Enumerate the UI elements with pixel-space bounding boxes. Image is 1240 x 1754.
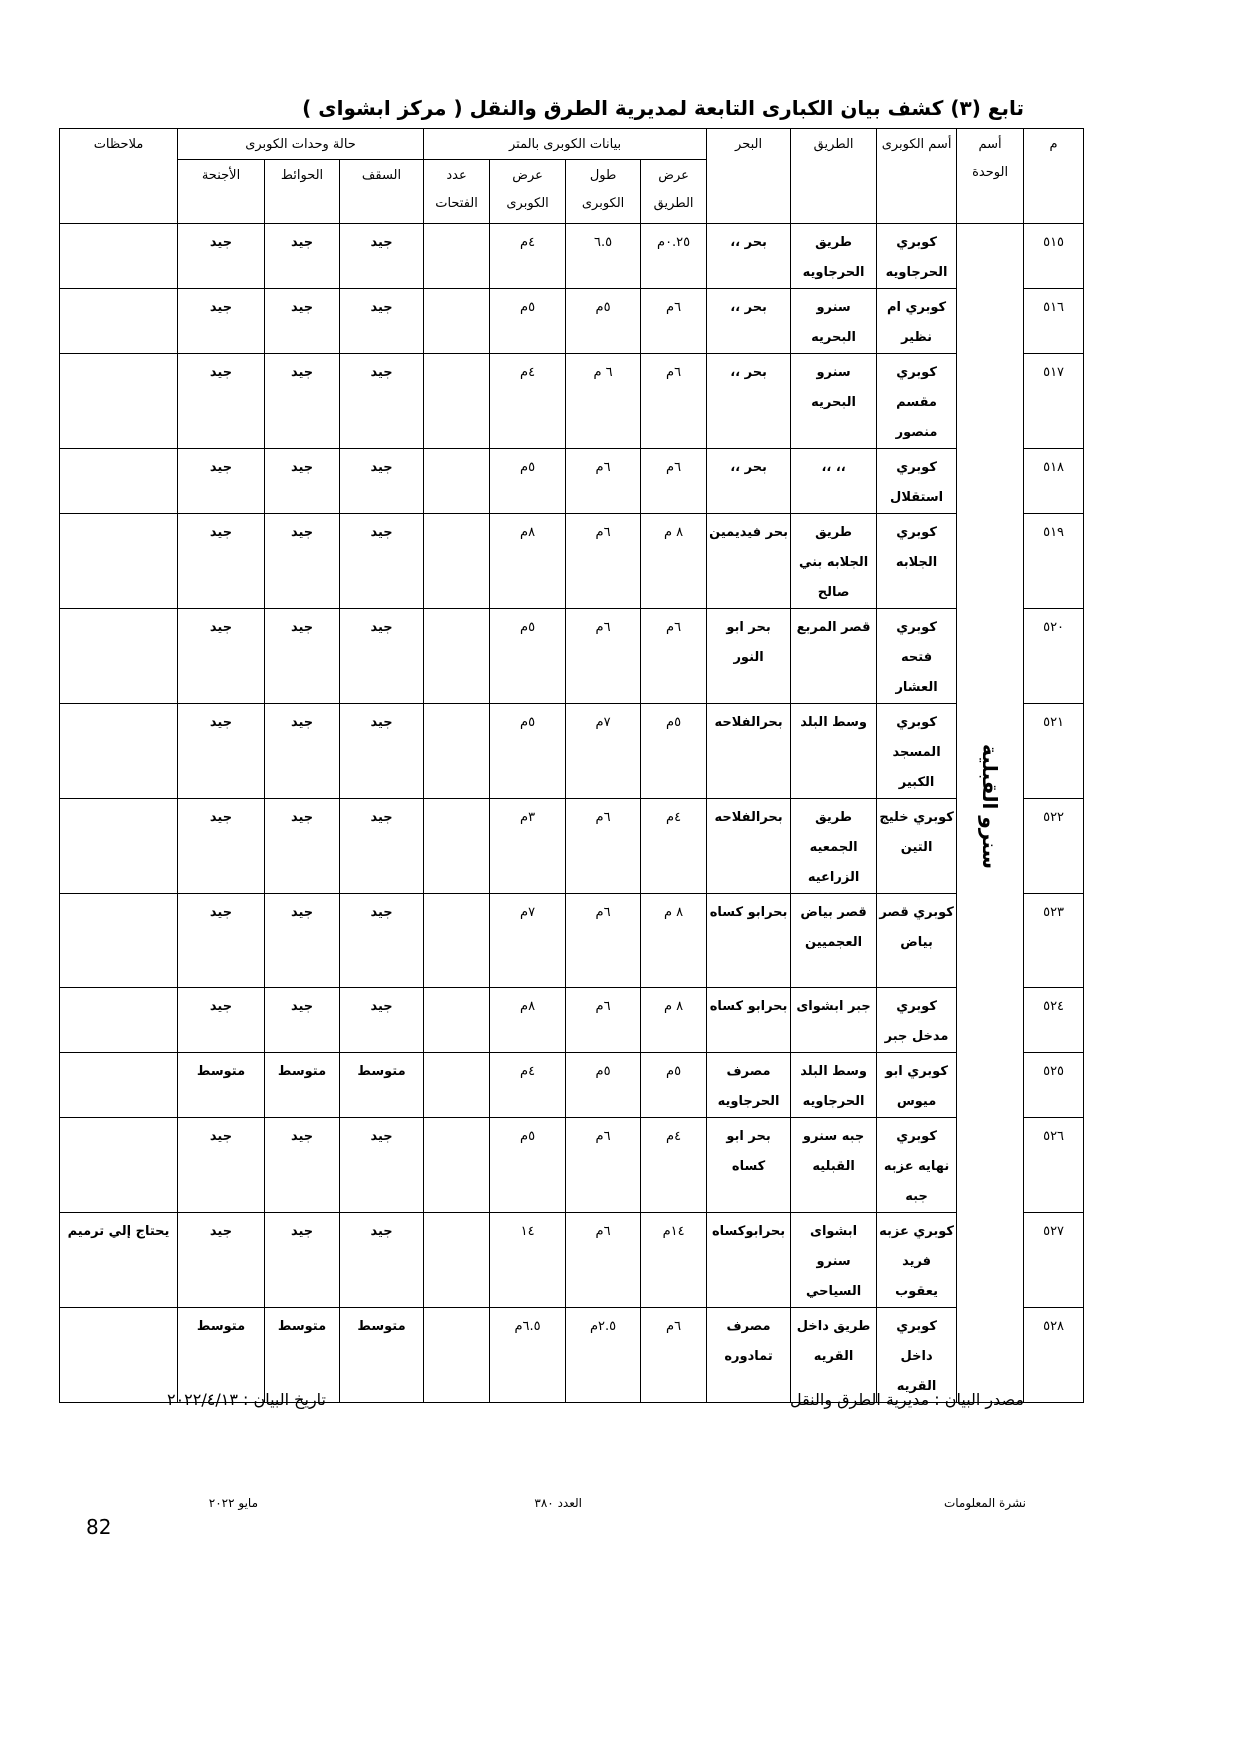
row-openings <box>424 289 490 354</box>
row-walls: متوسط <box>265 1308 340 1403</box>
table-row <box>60 704 1084 799</box>
row-bridge-width: ٥م <box>490 609 566 704</box>
row-sea: بحر ،، <box>707 354 791 449</box>
table-row <box>60 1053 1084 1118</box>
row-roof: جيد <box>340 354 424 449</box>
row-road-width: ٦م <box>641 449 707 514</box>
table-row <box>60 449 1084 514</box>
row-bridge-width: ٥م <box>490 704 566 799</box>
unit-name-cell <box>957 224 1024 1403</box>
row-road: طريق الجمعيه الزراعيه <box>791 799 877 894</box>
row-road-width: ٦م <box>641 609 707 704</box>
row-road: سنرو البحريه <box>791 354 877 449</box>
header-notes: ملاحظات <box>60 129 178 224</box>
row-road-width: ٥م <box>641 704 707 799</box>
row-openings <box>424 354 490 449</box>
row-openings <box>424 799 490 894</box>
footer-issue: العدد ٣٨٠ <box>534 1496 582 1510</box>
table-row <box>60 289 1084 354</box>
row-road: جبه سنرو القبليه <box>791 1118 877 1213</box>
row-sea: بحرابو كساه <box>707 894 791 988</box>
row-notes <box>60 354 178 449</box>
row-bridge-width: ٨م <box>490 514 566 609</box>
row-walls: متوسط <box>265 1053 340 1118</box>
row-bridge-name: كوبري الجلابه <box>877 514 957 609</box>
row-notes <box>60 704 178 799</box>
unit-name: سنرو القبلية <box>978 744 1003 870</box>
header-bridge-width: عرض الكوبرى <box>490 160 566 224</box>
row-bridge-name: كوبري الحرجاويه <box>877 224 957 289</box>
row-m: ٥٢٦ <box>1024 1118 1084 1213</box>
row-m: ٥٢٣ <box>1024 894 1084 988</box>
row-wings: جيد <box>178 704 265 799</box>
row-bridge-length: ٦م <box>566 894 641 988</box>
row-sea: مصرف تمادوره <box>707 1308 791 1403</box>
row-openings <box>424 514 490 609</box>
row-walls: جيد <box>265 704 340 799</box>
row-road: قصر المربع <box>791 609 877 704</box>
row-road: سنرو البحريه <box>791 289 877 354</box>
row-bridge-width: ٧م <box>490 894 566 988</box>
row-walls: جيد <box>265 354 340 449</box>
row-walls: جيد <box>265 449 340 514</box>
row-bridge-length: ٦م <box>566 514 641 609</box>
row-sea: بحرابو كساه <box>707 988 791 1053</box>
row-bridge-name: كوبري خليج التين <box>877 799 957 894</box>
row-sea: بحر فيديمين <box>707 514 791 609</box>
header-unit: أسم الوحدة <box>957 129 1024 224</box>
row-road: جبر ابشواى <box>791 988 877 1053</box>
row-bridge-name: كوبري فتحه العشار <box>877 609 957 704</box>
row-openings <box>424 988 490 1053</box>
row-openings <box>424 449 490 514</box>
row-road-width: ٦م <box>641 1308 707 1403</box>
document-title: تابع (٣) كشف بيان الكبارى التابعة لمديرية الطرق والنقل ( مركز ابشواى ) <box>302 96 1024 120</box>
row-walls: جيد <box>265 224 340 289</box>
row-bridge-name: كوبري ابو ميوس <box>877 1053 957 1118</box>
row-notes: يحتاج إلي ترميم <box>60 1213 178 1308</box>
table-row <box>60 609 1084 704</box>
row-bridge-length: ٦م <box>566 988 641 1053</box>
row-bridge-width: ٤م <box>490 1053 566 1118</box>
table-row <box>60 1213 1084 1308</box>
row-bridge-width: ٥م <box>490 1118 566 1213</box>
row-bridge-width: ٤م <box>490 224 566 289</box>
row-bridge-width: ٥م <box>490 289 566 354</box>
row-walls: جيد <box>265 609 340 704</box>
row-road-width: ٨ م <box>641 514 707 609</box>
row-walls: جيد <box>265 1118 340 1213</box>
row-bridge-name: كوبري ام نظير <box>877 289 957 354</box>
table-row <box>60 514 1084 609</box>
row-wings: جيد <box>178 988 265 1053</box>
row-notes <box>60 988 178 1053</box>
row-roof: متوسط <box>340 1053 424 1118</box>
row-roof: جيد <box>340 1118 424 1213</box>
row-road: ابشواى سنرو السياحي <box>791 1213 877 1308</box>
row-roof: جيد <box>340 894 424 988</box>
row-roof: جيد <box>340 514 424 609</box>
header-bridge-length: طول الكوبرى <box>566 160 641 224</box>
row-bridge-width: ٤م <box>490 354 566 449</box>
row-bridge-name: كوبري مقسم منصور <box>877 354 957 449</box>
row-road-width: ٦م <box>641 289 707 354</box>
row-wings: جيد <box>178 1213 265 1308</box>
row-walls: جيد <box>265 894 340 988</box>
table-row <box>60 224 1084 289</box>
row-bridge-length: ٢.٥م <box>566 1308 641 1403</box>
row-bridge-length: ٦ م <box>566 354 641 449</box>
header-road: الطريق <box>791 129 877 224</box>
row-sea: بحرالفلاحه <box>707 704 791 799</box>
row-wings: جيد <box>178 289 265 354</box>
row-wings: جيد <box>178 1118 265 1213</box>
row-openings <box>424 894 490 988</box>
row-notes <box>60 1308 178 1403</box>
row-bridge-width: ١٤ <box>490 1213 566 1308</box>
row-sea: بحرابوكساه <box>707 1213 791 1308</box>
footer-month: مايو ٢٠٢٢ <box>208 1496 258 1510</box>
row-m: ٥١٩ <box>1024 514 1084 609</box>
row-bridge-length: ٦م <box>566 799 641 894</box>
row-m: ٥٢١ <box>1024 704 1084 799</box>
row-roof: جيد <box>340 449 424 514</box>
row-m: ٥٢٨ <box>1024 1308 1084 1403</box>
row-roof: متوسط <box>340 1308 424 1403</box>
row-m: ٥١٧ <box>1024 354 1084 449</box>
row-notes <box>60 609 178 704</box>
row-road-width: ١٤م <box>641 1213 707 1308</box>
row-wings: متوسط <box>178 1308 265 1403</box>
row-roof: جيد <box>340 1213 424 1308</box>
row-road: ،، ،، <box>791 449 877 514</box>
row-walls: جيد <box>265 988 340 1053</box>
table-row <box>60 354 1084 449</box>
row-road-width: ٨ م <box>641 894 707 988</box>
row-road: وسط البلد الحرجاويه <box>791 1053 877 1118</box>
header-openings: عدد الفتحات <box>424 160 490 224</box>
row-roof: جيد <box>340 799 424 894</box>
header-condition: حالة وحدات الكوبرى <box>178 129 424 160</box>
row-m: ٥١٥ <box>1024 224 1084 289</box>
table-body <box>60 224 1084 1403</box>
row-m: ٥٢٢ <box>1024 799 1084 894</box>
row-road: وسط البلد <box>791 704 877 799</box>
row-notes <box>60 1053 178 1118</box>
header-road-width: عرض الطريق <box>641 160 707 224</box>
bridges-table <box>59 128 1084 1403</box>
table-row <box>60 988 1084 1053</box>
row-openings <box>424 609 490 704</box>
table-row <box>60 1308 1084 1403</box>
row-bridge-length: ٧م <box>566 704 641 799</box>
row-road: طريق داخل القريه <box>791 1308 877 1403</box>
row-bridge-length: ٥م <box>566 1053 641 1118</box>
row-wings: جيد <box>178 354 265 449</box>
row-road-width: ٠.٢٥م <box>641 224 707 289</box>
row-m: ٥١٨ <box>1024 449 1084 514</box>
row-m: ٥٢٧ <box>1024 1213 1084 1308</box>
row-wings: جيد <box>178 609 265 704</box>
row-notes <box>60 224 178 289</box>
row-bridge-length: ٦م <box>566 1213 641 1308</box>
row-bridge-width: ٥م <box>490 449 566 514</box>
row-openings <box>424 1308 490 1403</box>
row-openings <box>424 1053 490 1118</box>
page-number: 82 <box>86 1515 112 1539</box>
row-bridge-name: كوبري استقلال <box>877 449 957 514</box>
row-openings <box>424 1118 490 1213</box>
row-road-width: ٥م <box>641 1053 707 1118</box>
row-road: طريق الجلابه بني صالح <box>791 514 877 609</box>
row-sea: بحرالفلاحه <box>707 799 791 894</box>
row-notes <box>60 1118 178 1213</box>
header-walls: الحوائط <box>265 160 340 224</box>
row-sea: بحر ابو النور <box>707 609 791 704</box>
row-sea: بحر ،، <box>707 224 791 289</box>
data-source: مصدر البيان : مديرية الطرق والنقل <box>789 1390 1024 1409</box>
row-bridge-width: ٨م <box>490 988 566 1053</box>
table-row <box>60 894 1084 988</box>
row-bridge-length: ٦م <box>566 1118 641 1213</box>
row-notes <box>60 894 178 988</box>
row-walls: جيد <box>265 799 340 894</box>
row-notes <box>60 799 178 894</box>
header-roof: السقف <box>340 160 424 224</box>
row-wings: جيد <box>178 514 265 609</box>
row-walls: جيد <box>265 514 340 609</box>
row-notes <box>60 289 178 354</box>
table-row <box>60 799 1084 894</box>
row-bridge-name: كوبري داخل القريه <box>877 1308 957 1403</box>
row-bridge-name: كوبري عزبه فريد يعقوب <box>877 1213 957 1308</box>
footer-bulletin: نشرة المعلومات <box>943 1496 1026 1510</box>
row-notes <box>60 514 178 609</box>
row-bridge-length: ٦م <box>566 449 641 514</box>
row-road-width: ٤م <box>641 799 707 894</box>
row-roof: جيد <box>340 704 424 799</box>
table-row <box>60 1118 1084 1213</box>
row-bridge-length: ٦.٥ <box>566 224 641 289</box>
row-m: ٥٢٠ <box>1024 609 1084 704</box>
row-bridge-length: ٦م <box>566 609 641 704</box>
row-bridge-name: كوبري المسجد الكبير <box>877 704 957 799</box>
row-bridge-name: كوبري مدخل جبر <box>877 988 957 1053</box>
row-road-width: ٤م <box>641 1118 707 1213</box>
header-wings: الأجنحة <box>178 160 265 224</box>
row-m: ٥١٦ <box>1024 289 1084 354</box>
row-wings: جيد <box>178 894 265 988</box>
row-sea: بحر ابو كساه <box>707 1118 791 1213</box>
row-bridge-length: ٥م <box>566 289 641 354</box>
row-roof: جيد <box>340 289 424 354</box>
row-sea: بحر ،، <box>707 289 791 354</box>
row-roof: جيد <box>340 224 424 289</box>
header-sea: البحر <box>707 129 791 224</box>
row-bridge-width: ٣م <box>490 799 566 894</box>
row-wings: متوسط <box>178 1053 265 1118</box>
row-wings: جيد <box>178 799 265 894</box>
row-road-width: ٨ م <box>641 988 707 1053</box>
row-wings: جيد <box>178 449 265 514</box>
row-m: ٥٢٥ <box>1024 1053 1084 1118</box>
row-road: قصر بياض العجميين <box>791 894 877 988</box>
row-m: ٥٢٤ <box>1024 988 1084 1053</box>
header-bridge-data: بيانات الكوبرى بالمتر <box>424 129 707 160</box>
row-sea: بحر ،، <box>707 449 791 514</box>
row-walls: جيد <box>265 289 340 354</box>
row-roof: جيد <box>340 988 424 1053</box>
row-sea: مصرف الحرجاويه <box>707 1053 791 1118</box>
row-openings <box>424 224 490 289</box>
row-roof: جيد <box>340 609 424 704</box>
header-bridge: أسم الكوبرى <box>877 129 957 224</box>
row-openings <box>424 1213 490 1308</box>
row-bridge-name: كوبري قصر بياض <box>877 894 957 988</box>
row-walls: جيد <box>265 1213 340 1308</box>
row-notes <box>60 449 178 514</box>
row-road-width: ٦م <box>641 354 707 449</box>
data-date: تاريخ البيان : ٢٠٢٢/٤/١٣ <box>166 1390 326 1409</box>
header-m: م <box>1024 129 1084 224</box>
row-bridge-name: كوبري نهايه عزبه جبه <box>877 1118 957 1213</box>
row-wings: جيد <box>178 224 265 289</box>
row-openings <box>424 704 490 799</box>
row-road: طريق الحرجاويه <box>791 224 877 289</box>
row-bridge-width: ٦.٥م <box>490 1308 566 1403</box>
